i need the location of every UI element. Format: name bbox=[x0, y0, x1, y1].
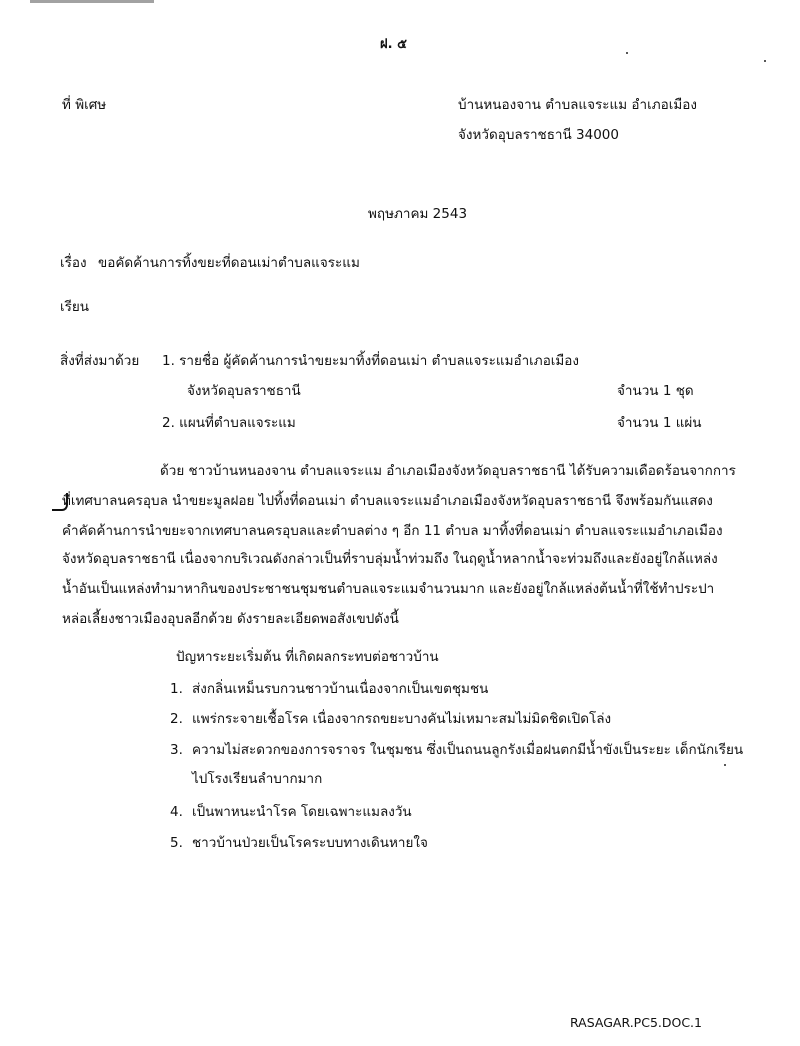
issue-text: แพร่กระจายเชื้อโรค เนื่องจากรถขยะบางคันไม่เหมาะสมไม่มิดชิดเปิดโล่ง bbox=[192, 711, 612, 727]
enclosure-item1-qty: จำนวน 1 ชุด bbox=[617, 383, 694, 399]
issue-text: ความไม่สะดวกของการจราจร ในชุมชน ซึ่งเป็นถนนลูกรังเมื่อฝนตกมีน้ำขังเป็นระยะ เด็กนักเรียน bbox=[192, 742, 744, 758]
recipient-label: เรียน bbox=[60, 299, 90, 315]
issues-heading: ปัญหาระยะเริ่มต้น ที่เกิดผลกระทบต่อชาวบ้าน bbox=[176, 649, 439, 665]
body-line: คำคัดค้านการนำขยะจากเทศบาลนครอุบลและตำบลต่าง ๆ อีก 11 ตำบล มาทิ้งที่ดอนเม่า ตำบลแจระแมอำเภอเมือง bbox=[62, 523, 723, 539]
sender-address-line2: จังหวัดอุบลราชธานี 34000 bbox=[458, 127, 619, 143]
scan-speck bbox=[626, 52, 628, 54]
enclosure-item1-cont: จังหวัดอุบลราชธานี bbox=[187, 383, 301, 399]
issue-number: 4. bbox=[170, 804, 183, 820]
body-line: น้ำอันเป็นแหล่งทำมาหากินของประชาชนชุมชนตำบลแจระแมจำนวนมาก และยังอยู่ใกล้แหล่งต้นน้ำที่ใช้ทำประปา bbox=[62, 581, 715, 597]
body-line: ด้วย ชาวบ้านหนองจาน ตำบลแจระแม อำเภอเมืองจังหวัดอุบลราชธานี ได้รับความเดือดร้อนจากการ bbox=[160, 463, 736, 479]
subject-label: เรื่อง bbox=[60, 255, 87, 271]
page-number: ฝ. ๕ bbox=[380, 37, 407, 52]
enclosure-item2: 2. แผนที่ตำบลแจระแม bbox=[162, 415, 296, 431]
sender-address-line1: บ้านหนองจาน ตำบลแจระแม อำเภอเมือง bbox=[458, 97, 697, 113]
scan-speck bbox=[724, 764, 726, 766]
issue-text: เป็นพาหนะนำโรค โดยเฉพาะแมลงวัน bbox=[192, 804, 412, 820]
enclosure-item1: 1. รายชื่อ ผู้คัดค้านการนำขยะมาทิ้งที่ดอนเม่า ตำบลแจระแมอำเภอเมือง bbox=[162, 353, 580, 369]
reference-number: ที่ พิเศษ bbox=[62, 97, 107, 113]
scan-artifact-line bbox=[30, 0, 154, 3]
subject-text: ขอคัดค้านการทิ้งขยะที่ดอนเม่าตำบลแจระแม bbox=[98, 255, 360, 271]
scan-speck bbox=[764, 60, 766, 62]
body-line: หล่อเลี้ยงชาวเมืองอุบลอีกด้วย ดังรายละเอียดพอสังเขปดังนี้ bbox=[62, 611, 399, 627]
enclosure-item2-qty: จำนวน 1 แผ่น bbox=[617, 415, 702, 431]
issue-number: 3. bbox=[170, 742, 183, 758]
issue-number: 2. bbox=[170, 711, 183, 727]
file-reference: RASAGAR.PC5.DOC.1 bbox=[570, 1015, 702, 1030]
issue-number: 5. bbox=[170, 835, 183, 851]
letter-date: พฤษภาคม 2543 bbox=[368, 206, 468, 222]
issue-text: ส่งกลิ่นเหม็นรบกวนชาวบ้านเนื่องจากเป็นเขตชุมชน bbox=[192, 681, 489, 697]
issue-text-cont: ไปโรงเรียนลำบากมาก bbox=[192, 771, 323, 787]
issue-number: 1. bbox=[170, 681, 183, 697]
issue-text: ชาวบ้านป่วยเป็นโรคระบบทางเดินหายใจ bbox=[192, 835, 428, 851]
body-line: ที่เทศบาลนครอุบล นำขยะมูลฝอย ไปทิ้งที่ดอนเม่า ตำบลแจระแมอำเภอเมืองจังหวัดอุบลราชธานี จึงพร้อมกันแสดง bbox=[62, 493, 713, 509]
enclosures-label: สิ่งที่ส่งมาด้วย bbox=[60, 353, 140, 369]
body-line: จังหวัดอุบลราชธานี เนื่องจากบริเวณดังกล่าวเป็นที่ราบลุ่มน้ำท่วมถึง ในฤดูน้ำหลากน้ำจะท่วมถึงและยังอยู่ใกล้แหล่ง bbox=[62, 551, 718, 567]
